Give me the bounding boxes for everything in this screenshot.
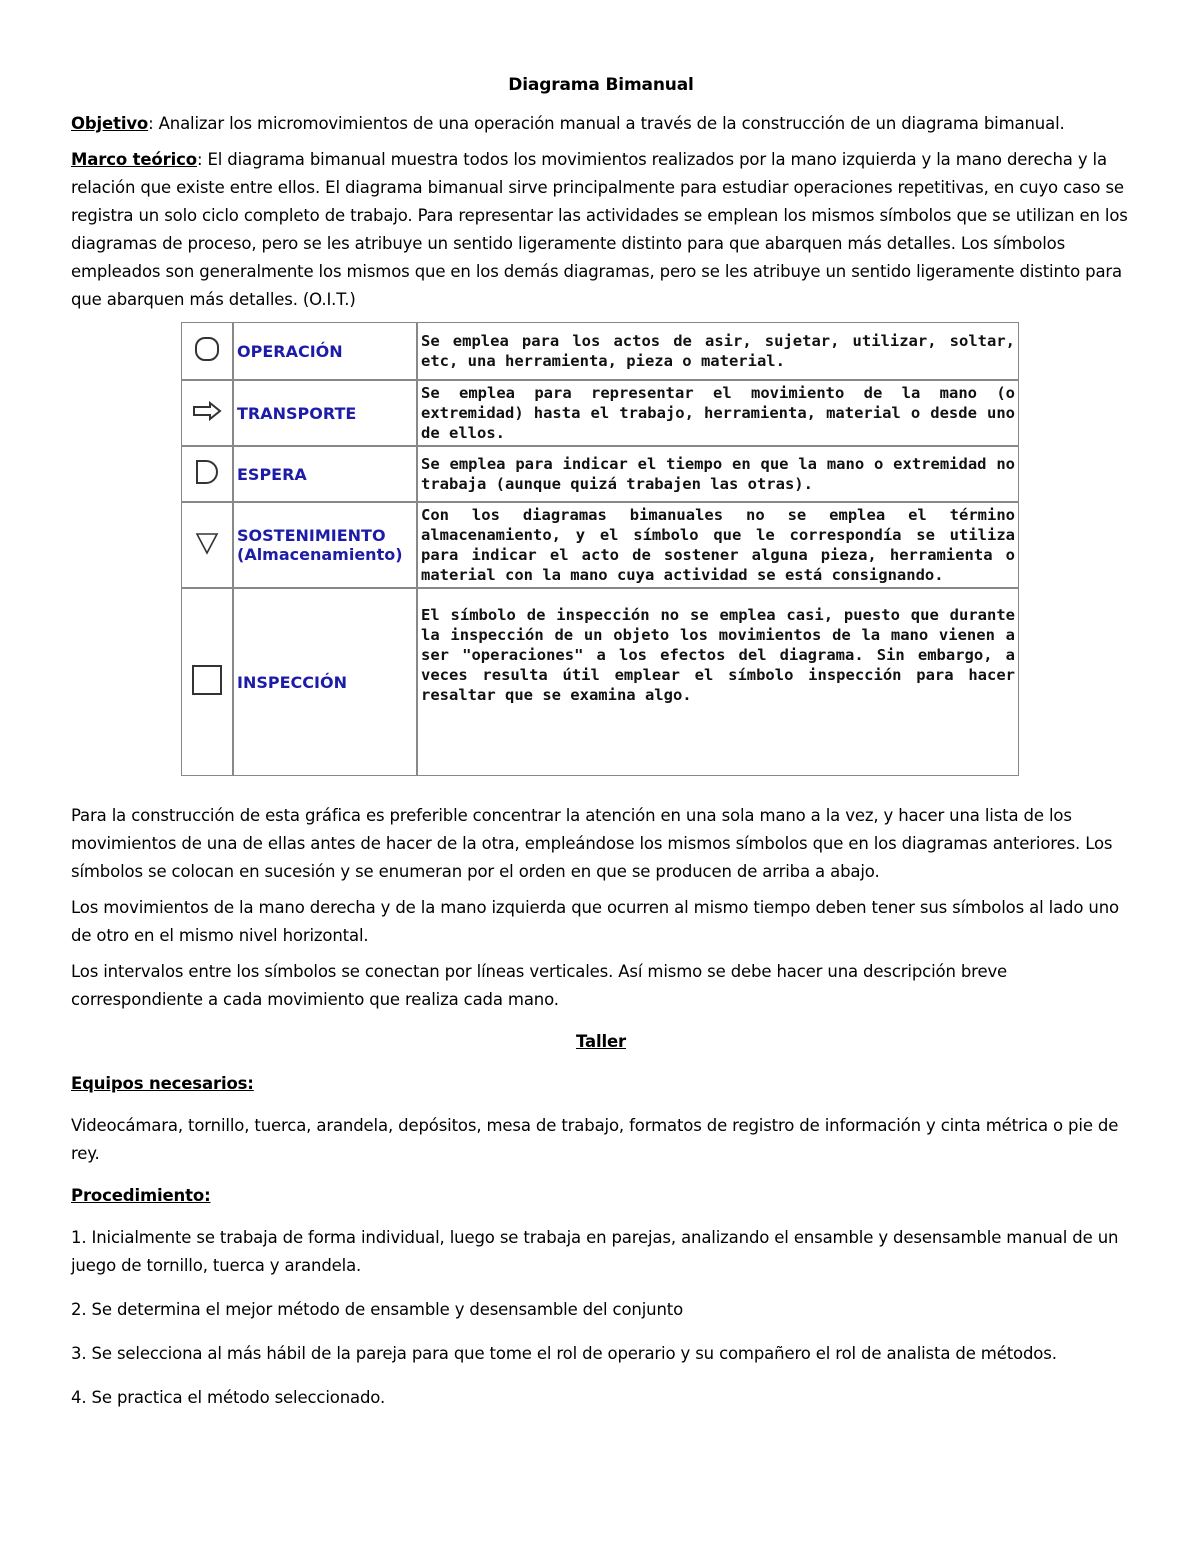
symbol-name: SOSTENIMIENTO — [237, 526, 386, 545]
triangle-icon — [194, 530, 220, 556]
theory-label: Marco teórico — [71, 150, 197, 169]
symbol-description: Se emplea para representar el movimiento de la mano (o extremidad) hasta el trabajo, herramienta, material o desde uno de ellos. — [417, 380, 1019, 446]
procedure-step: 4. Se practica el método seleccionado. — [71, 1388, 386, 1407]
body-paragraph: Para la construcción de esta gráfica es preferible concentrar la atención en una sola mano a la vez, y hacer una lista de los movimientos de una de ellas antes de hacer de la otra, empleándose los mismos símbolos que en los diagramas anteriores. Los símbolos se colocan en sucesión y se enumeran por el orden en que se producen de arriba a abajo. — [71, 806, 1113, 881]
table-row — [181, 446, 1019, 502]
procedure-step: 3. Se selecciona al más hábil de la pareja para que tome el rol de operario y su compañero el rol de analista de métodos. — [71, 1344, 1057, 1363]
procedure-step: 1. Inicialmente se trabaja de forma individual, luego se trabaja en parejas, analizando el ensamble y desensamble manual de un juego de tornillo, tuerca y arandela. — [71, 1228, 1119, 1275]
symbols-table — [181, 322, 1019, 776]
objective-text: : Analizar los micromovimientos de una operación manual a través de la construcción de un diagrama bimanual. — [148, 114, 1065, 133]
taller-heading: Taller — [575, 1032, 626, 1051]
document-page — [71, 72, 1131, 1412]
symbol-name: INSPECCIÓN — [233, 588, 417, 776]
table-row — [181, 380, 1019, 446]
circle-icon — [194, 336, 220, 362]
objective-paragraph — [71, 110, 1131, 138]
body-paragraph: Los movimientos de la mano derecha y de la mano izquierda que ocurren al mismo tiempo deben tener sus símbolos al lado uno de otro en el mismo nivel horizontal. — [71, 898, 1119, 945]
procedure-heading: Procedimiento: — [71, 1186, 211, 1205]
d-shape-icon — [194, 458, 220, 486]
procedure-list — [71, 1224, 1131, 1412]
equipment-heading: Equipos necesarios: — [71, 1074, 254, 1093]
procedure-step: 2. Se determina el mejor método de ensamble y desensamble del conjunto — [71, 1300, 684, 1319]
theory-text: : El diagrama bimanual muestra todos los movimientos realizados por la mano izquierda y la mano derecha y la relación que existe entre ellos. El diagrama bimanual sirve principalmente para estudiar operaciones repetitivas, en cuyo caso se registra un solo ciclo completo de trabajo. Para representar las actividades se emplean los mismos símbolos que se utilizan en los diagramas de proceso, pero se les atribuye un sentido ligeramente distinto para que abarquen más detalles. Los símbolos empleados son generalmente los mismos que en los demás diagramas, pero se les atribuye un sentido ligeramente distinto para que abarquen más detalles. (O.I.T.) — [71, 150, 1128, 309]
symbol-description: Se emplea para los actos de asir, sujetar, utilizar, soltar, etc, una herramienta, pieza o material. — [417, 322, 1019, 380]
symbol-name: TRANSPORTE — [233, 380, 417, 446]
symbol-name: ESPERA — [233, 446, 417, 502]
table-row — [181, 588, 1019, 776]
table-row — [181, 502, 1019, 588]
symbol-description: Con los diagramas bimanuales no se emplea el término almacenamiento, y el símbolo que le correspondía se utiliza para indicar el acto de sostener alguna pieza, herramienta o material con la mano cuya actividad se está consignando. — [417, 502, 1019, 588]
theory-paragraph — [71, 146, 1131, 314]
document-title: Diagrama Bimanual — [508, 75, 694, 95]
body-paragraph: Los intervalos entre los símbolos se conectan por líneas verticales. Así mismo se debe hacer una descripción breve correspondiente a cada movimiento que realiza cada mano. — [71, 962, 1008, 1009]
symbol-description: El símbolo de inspección no se emplea casi, puesto que durante la inspección de un objeto los movimientos de la mano vienen a ser "operaciones" a los efectos del diagrama. Sin embargo, a veces resulta útil emplear el símbolo inspección para hacer resaltar que se examina algo. — [417, 588, 1019, 776]
symbol-name: OPERACIÓN — [233, 322, 417, 380]
table-row — [181, 322, 1019, 380]
objective-label: Objetivo — [71, 114, 149, 133]
symbol-name-secondary: (Almacenamiento) — [237, 545, 403, 564]
symbol-description: Se emplea para indicar el tiempo en que la mano o extremidad no trabaja (aunque quizá trabajen las otras). — [417, 446, 1019, 502]
arrow-icon — [192, 401, 222, 421]
equipment-text: Videocámara, tornillo, tuerca, arandela, depósitos, mesa de trabajo, formatos de registro de información y cinta métrica o pie de rey. — [71, 1116, 1119, 1163]
symbols-table-image — [181, 322, 1019, 776]
square-icon — [191, 664, 223, 696]
